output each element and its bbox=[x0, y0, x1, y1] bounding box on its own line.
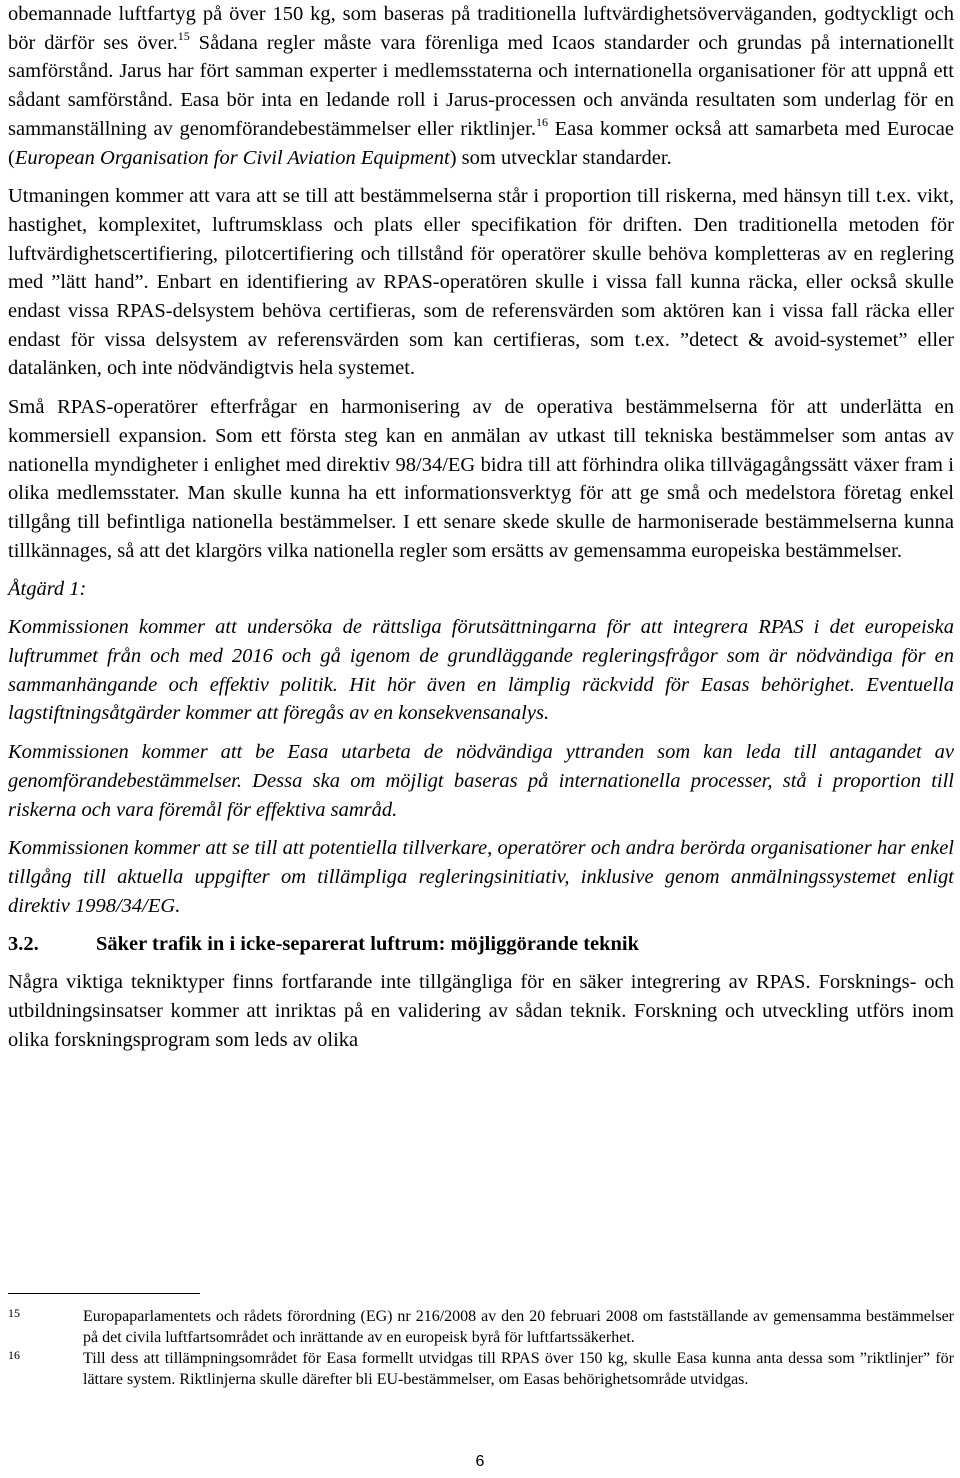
footnote-number: 16 bbox=[8, 1348, 20, 1362]
footnote-reference-15[interactable]: 15 bbox=[177, 28, 190, 43]
paragraph-text: Easa kommer också att samarbeta med Eurocae ( bbox=[8, 117, 954, 169]
paragraph-text: Sådana regler måste vara förenliga med Icaos standarder och grundas på internationellt samförstånd. Jarus har fört samman experter i medlemsstaterna och internationella organisationer för att uppnå ett sådant samförstånd. Easa bör inta en ledande roll i Jarus-processen och använda resultaten som underlag för en sammanställning av genomförandebestämmelser eller riktlinjer. bbox=[8, 31, 954, 140]
action-paragraph-1: Kommissionen kommer att undersöka de rättsliga förutsättningarna för att integrera RPAS i det europeiska luftrummet från och med 2016 och gå igenom de grundläggande regleringsfrågor som är nödvändiga för en sammanhängande och effektiv politik. Hit hör även en lämplig räckvidd för Easas behörighet. Eventuella lagstiftningsåtgärder kommer att föregås av en konsekvensanalys. bbox=[8, 616, 954, 725]
footnote-number: 15 bbox=[8, 1306, 20, 1320]
footnote-text: Europaparlamentets och rådets förordning (EG) nr 216/2008 av den 20 februari 2008 om fastställande av gemensamma bestämmelser på det civila luftfartsområdet och inrättande av en europeisk byrå för luftfartssäkerhet. bbox=[83, 1308, 954, 1346]
section-heading bbox=[8, 930, 954, 958]
body-paragraph-4: Några viktiga tekniktyper finns fortfarande inte tillgängliga för en säker integrering av RPAS. Forsknings- och utbildningsinsatser kommer att inriktas på en validering av sådan teknik. Forskning och utveckling utförs inom olika forskningsprogram som leds av olika bbox=[8, 971, 954, 1051]
paragraph-italic-text: European Organisation for Civil Aviation Equipment bbox=[14, 146, 450, 169]
footnote-text: Till dess att tillämpningsområdet för Easa formellt utvidgas till RPAS över 150 kg, skulle Easa kunna anta dessa som ”riktlinjer” för lättare system. Riktlinjerna skulle därefter bli EU-bestämmelser, om Easas behörighetsområde utvidgas. bbox=[83, 1350, 954, 1388]
footnote-16 bbox=[8, 1348, 954, 1390]
footnote-separator bbox=[8, 1293, 200, 1294]
page-number: 6 bbox=[475, 1453, 485, 1470]
action-heading: Åtgärd 1: bbox=[8, 578, 87, 601]
footnote-reference-16[interactable]: 16 bbox=[535, 114, 548, 129]
document-page bbox=[8, 0, 954, 1055]
action-paragraph-2: Kommissionen kommer att be Easa utarbeta de nödvändiga yttranden som kan leda till antagandet av genomförandebestämmelser. Dessa ska om möjligt baseras på internationella processer, stå i proportion till riskerna och vara föremål för effektiva samråd. bbox=[8, 741, 954, 821]
paragraph-text: obemannade luftfartyg på över 150 kg, som baseras på traditionella luftvärdighetsöverväganden, godtyckligt och bör därför ses över. bbox=[8, 3, 954, 54]
body-paragraph-3: Små RPAS-operatörer efterfrågar en harmonisering av de operativa bestämmelserna för att underlätta en kommersiell expansion. Som ett första steg kan en anmälan av utkast till tekniska bestämmelser som antas av nationella myndigheter i enlighet med direktiv 98/34/EG bidra till att förhindra olika tillvägagångssätt växer fram i olika medlemsstater. Man skulle kunna ha ett informationsverktyg för att ge små och medelstora företag enkel tillgång till befintliga nationella bestämmelser. I ett senare skede skulle de harmoniserade bestämmelserna kunna tillkännages, så att det klargörs vilka nationella regler som ersätts av gemensamma europeiska bestämmelser. bbox=[8, 396, 954, 562]
body-paragraph-1 bbox=[8, 0, 954, 172]
body-paragraph-2: Utmaningen kommer att vara att se till att bestämmelserna står i proportion till riskerna, med hänsyn till t.ex. vikt, hastighet, komplexitet, luftrumsklass och plats eller specifikation för driften. Den traditionella metoden för luftvärdighetscertifiering, pilotcertifiering och tillstånd för operatörer skulle behöva kompletteras av en reglering med ”lätt hand”. Enbart en identifiering av RPAS-operatören skulle i vissa fall kunna räcka, eller också skulle endast vissa RPAS-delsystem behöva certifieras, som de referensvärden som aktören kan i vissa fall räcka eller endast för vissa delsystem av referensvärden som kan certifieras, som t.ex. ”detect & avoid-systemet” eller datalänken, och inte nödvändigtvis hela systemet. bbox=[8, 185, 954, 380]
footnotes bbox=[8, 1306, 954, 1390]
paragraph-text: ) som utvecklar standarder. bbox=[449, 146, 672, 169]
section-title: Säker trafik in i icke-separerat luftrum: möjliggörande teknik bbox=[96, 933, 640, 956]
footnote-15 bbox=[8, 1306, 954, 1348]
section-number: 3.2. bbox=[8, 933, 39, 956]
action-paragraph-3: Kommissionen kommer att se till att potentiella tillverkare, operatörer och andra berörda organisationer har enkel tillgång till aktuella uppgifter om tillämpliga regleringsinitiativ, inklusive genom anmälningssystemet enligt direktiv 1998/34/EG. bbox=[8, 837, 954, 917]
